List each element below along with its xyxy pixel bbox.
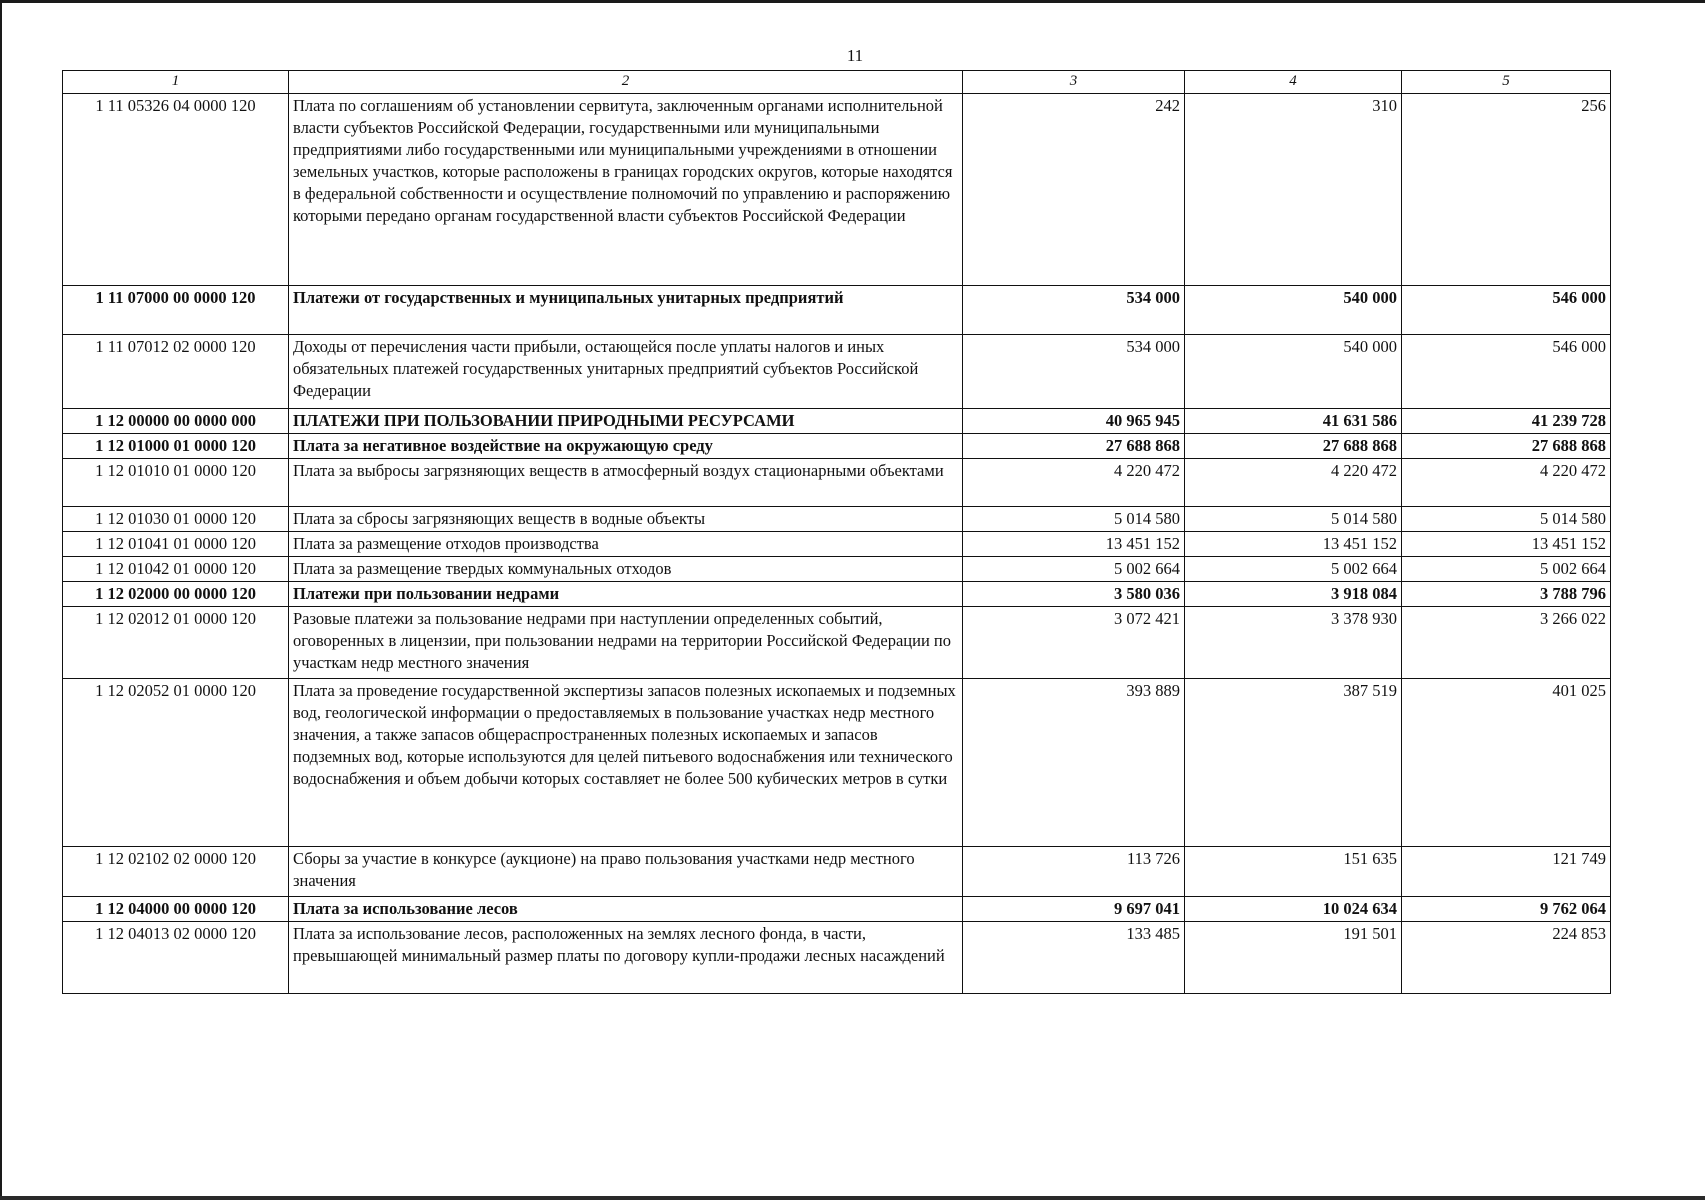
row-value-col3: 9 697 041 — [963, 897, 1185, 922]
column-number-header-row — [63, 71, 1611, 94]
row-value-col3: 5 014 580 — [963, 507, 1185, 532]
row-value-col4: 191 501 — [1185, 922, 1402, 994]
row-value-col5: 546 000 — [1402, 286, 1611, 335]
row-value-col5: 3 788 796 — [1402, 582, 1611, 607]
table-row — [63, 679, 1611, 847]
row-value-col3: 4 220 472 — [963, 459, 1185, 507]
row-value-col4: 27 688 868 — [1185, 434, 1402, 459]
table-row — [63, 922, 1611, 994]
row-name: Сборы за участие в конкурсе (аукционе) на право пользования участками недр местного значения — [289, 847, 963, 897]
row-value-col4: 13 451 152 — [1185, 532, 1402, 557]
row-name: Плата за выбросы загрязняющих веществ в атмосферный воздух стационарными объектами — [289, 459, 963, 507]
row-code: 1 12 01041 01 0000 120 — [63, 532, 289, 557]
row-value-col3: 3 580 036 — [963, 582, 1185, 607]
table-row — [63, 557, 1611, 582]
table-row — [63, 94, 1611, 286]
row-value-col3: 40 965 945 — [963, 409, 1185, 434]
column-header-2: 2 — [289, 71, 963, 94]
table-row — [63, 607, 1611, 679]
row-value-col5: 121 749 — [1402, 847, 1611, 897]
row-value-col5: 4 220 472 — [1402, 459, 1611, 507]
column-header-5: 5 — [1402, 71, 1611, 94]
row-value-col4: 3 918 084 — [1185, 582, 1402, 607]
row-value-col5: 41 239 728 — [1402, 409, 1611, 434]
table-row — [63, 434, 1611, 459]
row-name: Плата за использование лесов — [289, 897, 963, 922]
row-code: 1 11 07000 00 0000 120 — [63, 286, 289, 335]
row-code: 1 12 00000 00 0000 000 — [63, 409, 289, 434]
row-value-col5: 224 853 — [1402, 922, 1611, 994]
row-name: ПЛАТЕЖИ ПРИ ПОЛЬЗОВАНИИ ПРИРОДНЫМИ РЕСУРСАМИ — [289, 409, 963, 434]
row-code: 1 12 01030 01 0000 120 — [63, 507, 289, 532]
row-value-col3: 13 451 152 — [963, 532, 1185, 557]
column-header-4: 4 — [1185, 71, 1402, 94]
row-name: Плата за размещение твердых коммунальных отходов — [289, 557, 963, 582]
row-name: Плата по соглашениям об установлении сервитута, заключенным органами исполнительной власти субъектов Российской Федерации, государственными или муниципальными предприятиями либо государственными или муниципальными учреждениями в отношении земельных участков, которые расположены в границах городских округов, которые находятся в федеральной собственности и осуществление полномочий по управлению и распоряжению которыми передано органам государственной власти субъектов Российской Федерации — [289, 94, 963, 286]
row-value-col5: 3 266 022 — [1402, 607, 1611, 679]
page-number: 11 — [846, 46, 864, 65]
row-name: Плата за проведение государственной экспертизы запасов полезных ископаемых и подземных вод, геологической информации о предоставляемых в пользование участках недр местного значения, а также запасов общераспространенных полезных ископаемых и запасов подземных вод, которые используются для целей питьевого водоснабжения или технического водоснабжения и объем добычи которых составляет не более 500 кубических метров в сутки — [289, 679, 963, 847]
row-value-col5: 546 000 — [1402, 335, 1611, 409]
row-value-col3: 27 688 868 — [963, 434, 1185, 459]
row-value-col5: 27 688 868 — [1402, 434, 1611, 459]
row-value-col4: 3 378 930 — [1185, 607, 1402, 679]
row-value-col4: 387 519 — [1185, 679, 1402, 847]
row-value-col3: 242 — [963, 94, 1185, 286]
row-code: 1 12 02052 01 0000 120 — [63, 679, 289, 847]
row-code: 1 12 04013 02 0000 120 — [63, 922, 289, 994]
row-value-col3: 534 000 — [963, 286, 1185, 335]
row-name: Плата за негативное воздействие на окружающую среду — [289, 434, 963, 459]
row-value-col5: 5 014 580 — [1402, 507, 1611, 532]
row-name: Платежи при пользовании недрами — [289, 582, 963, 607]
row-value-col5: 401 025 — [1402, 679, 1611, 847]
row-value-col4: 540 000 — [1185, 335, 1402, 409]
table-row — [63, 459, 1611, 507]
row-value-col3: 113 726 — [963, 847, 1185, 897]
row-code: 1 11 05326 04 0000 120 — [63, 94, 289, 286]
row-name: Доходы от перечисления части прибыли, остающейся после уплаты налогов и иных обязательных платежей государственных унитарных предприятий субъектов Российской Федерации — [289, 335, 963, 409]
row-code: 1 12 01000 01 0000 120 — [63, 434, 289, 459]
row-value-col3: 534 000 — [963, 335, 1185, 409]
scan-edge-bottom — [0, 1196, 1705, 1200]
row-value-col4: 151 635 — [1185, 847, 1402, 897]
row-name: Платежи от государственных и муниципальных унитарных предприятий — [289, 286, 963, 335]
row-name: Разовые платежи за пользование недрами при наступлении определенных событий, оговоренных в лицензии, при пользовании недрами на территории Российской Федерации по участкам недр местного значения — [289, 607, 963, 679]
row-name: Плата за размещение отходов производства — [289, 532, 963, 557]
row-name: Плата за использование лесов, расположенных на землях лесного фонда, в части, превышающей минимальный размер платы по договору купли-продажи лесных насаждений — [289, 922, 963, 994]
row-value-col5: 13 451 152 — [1402, 532, 1611, 557]
table-row — [63, 532, 1611, 557]
table-row — [63, 507, 1611, 532]
table-row — [63, 335, 1611, 409]
row-code: 1 12 02012 01 0000 120 — [63, 607, 289, 679]
row-value-col4: 5 002 664 — [1185, 557, 1402, 582]
row-value-col4: 310 — [1185, 94, 1402, 286]
scan-edge-top — [0, 0, 1705, 3]
row-name: Плата за сбросы загрязняющих веществ в водные объекты — [289, 507, 963, 532]
row-value-col4: 540 000 — [1185, 286, 1402, 335]
row-value-col3: 133 485 — [963, 922, 1185, 994]
table-row — [63, 409, 1611, 434]
table-row — [63, 897, 1611, 922]
row-code: 1 12 01010 01 0000 120 — [63, 459, 289, 507]
column-header-3: 3 — [963, 71, 1185, 94]
row-value-col4: 41 631 586 — [1185, 409, 1402, 434]
row-value-col4: 4 220 472 — [1185, 459, 1402, 507]
row-code: 1 11 07012 02 0000 120 — [63, 335, 289, 409]
row-code: 1 12 01042 01 0000 120 — [63, 557, 289, 582]
table-row — [63, 582, 1611, 607]
row-value-col3: 5 002 664 — [963, 557, 1185, 582]
table-row — [63, 847, 1611, 897]
row-value-col3: 3 072 421 — [963, 607, 1185, 679]
budget-revenue-table — [62, 70, 1611, 994]
row-value-col5: 5 002 664 — [1402, 557, 1611, 582]
row-value-col4: 5 014 580 — [1185, 507, 1402, 532]
row-value-col4: 10 024 634 — [1185, 897, 1402, 922]
row-value-col5: 9 762 064 — [1402, 897, 1611, 922]
row-code: 1 12 02000 00 0000 120 — [63, 582, 289, 607]
scan-edge-left — [0, 0, 2, 1200]
table-row — [63, 286, 1611, 335]
column-header-1: 1 — [63, 71, 289, 94]
row-value-col5: 256 — [1402, 94, 1611, 286]
row-code: 1 12 02102 02 0000 120 — [63, 847, 289, 897]
row-value-col3: 393 889 — [963, 679, 1185, 847]
row-code: 1 12 04000 00 0000 120 — [63, 897, 289, 922]
